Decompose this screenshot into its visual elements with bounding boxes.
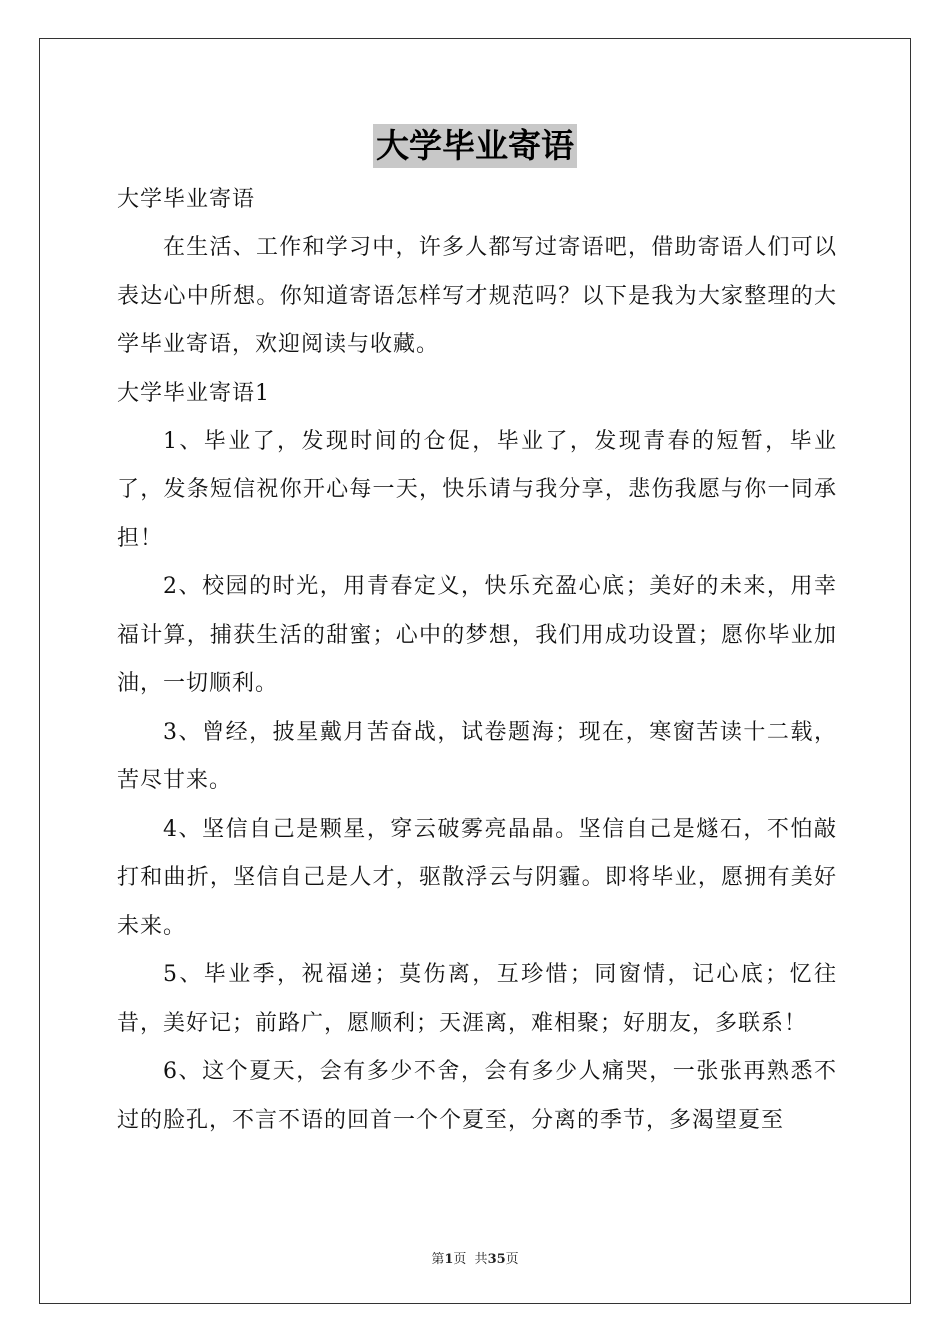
subheading: 大学毕业寄语 bbox=[117, 187, 256, 212]
page-total: 35 bbox=[487, 1252, 506, 1267]
document-title: 大学毕业寄语 bbox=[373, 124, 577, 168]
title-area bbox=[0, 124, 950, 168]
section-heading: 大学毕业寄语1 bbox=[117, 380, 270, 406]
page-current: 1 bbox=[444, 1252, 454, 1267]
blessing-item-5: 5、毕业季，祝福递；莫伤离，互珍惜；同窗情，记心底；忆往昔，美好记；前路广，愿顺利；天涯离，难相聚；好朋友，多联系！ bbox=[117, 962, 837, 1036]
blessing-item-4: 4、坚信自己是颗星，穿云破雾亮晶晶。坚信自己是燧石，不怕敲打和曲折，坚信自己是人才，驱散浮云与阴霾。即将毕业，愿拥有美好未来。 bbox=[117, 816, 837, 939]
intro-paragraph: 在生活、工作和学习中，许多人都写过寄语吧，借助寄语人们可以表达心中所想。你知道寄语怎样写才规范吗？以下是我为大家整理的大学毕业寄语，欢迎阅读与收藏。 bbox=[117, 235, 837, 357]
total-suffix: 页 bbox=[505, 1252, 519, 1267]
blessing-item-2: 2、校园的时光，用青春定义，快乐充盈心底；美好的未来，用幸福计算，捕获生活的甜蜜；心中的梦想，我们用成功设置；愿你毕业加油，一切顺利。 bbox=[117, 574, 837, 696]
total-prefix: 共 bbox=[474, 1252, 488, 1267]
page-footer bbox=[0, 1248, 950, 1267]
blessing-item-6: 6、这个夏天，会有多少不舍，会有多少人痛哭，一张张再熟悉不过的脸孔，不言不语的回首一个个夏至，分离的季节，多渴望夏至 bbox=[117, 1059, 837, 1133]
blessing-item-3: 3、曾经，披星戴月苦奋战，试卷题海；现在，寒窗苦读十二载，苦尽甘来。 bbox=[117, 719, 837, 793]
blessing-item-1: 1、毕业了，发现时间的仓促，毕业了，发现青春的短暂，毕业了，发条短信祝你开心每一天，快乐请与我分享，悲伤我愿与你一同承担！ bbox=[117, 428, 837, 551]
page-mid: 页 bbox=[453, 1252, 467, 1267]
document-body bbox=[117, 176, 837, 1145]
page-prefix: 第 bbox=[431, 1252, 445, 1267]
